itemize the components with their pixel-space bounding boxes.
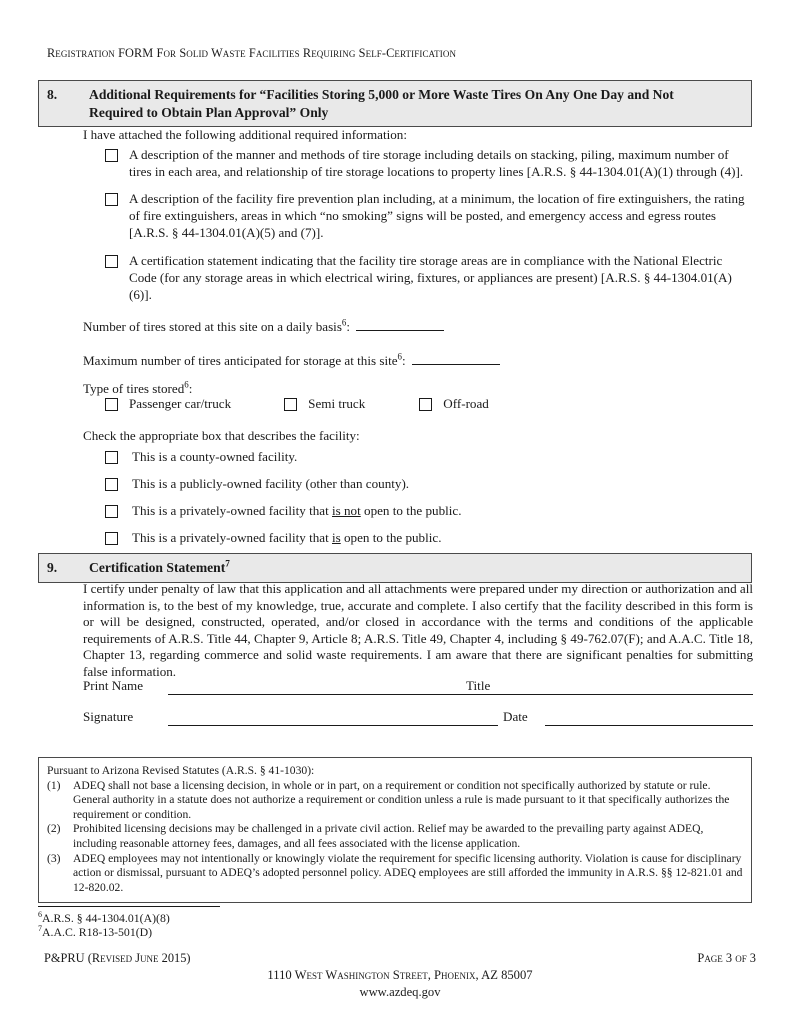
statute-lead: Pursuant to Arizona Revised Statutes (A.R.S. § 41-1030): (47, 764, 315, 777)
daily-tires-row: Number of tires stored at this site on a daily basis$^6$: (83, 318, 444, 336)
date-label: Date (503, 709, 528, 724)
facility-option-private-public[interactable] (105, 530, 441, 546)
tire-type-label-offroad: Off-road (443, 396, 489, 411)
footer-revision: P&PRU (Revised June 2015) (44, 951, 191, 965)
max-tires-label: Maximum number of tires anticipated for storage at this site (83, 353, 398, 368)
certification-paragraph: I certify under penalty of law that this application and all attachments were prepared under my direction or authorization and all information is, to the best of my knowledge, true, accurate and complete. I also certify that the facility described in this form is or will be designed, constructed, operated, and/or closed in accordance with the terms and conditions of the applicable requirements of A.R.S. Title 44, Chapter 9, Article 8; A.R.S. Title 49, Chapter 4, including § 49-762.07(F); and A.A.C. Title 18, Chapter 13, regarding commerce and solid waste requirements. I am aware that there are significant penalties for submitting false information. (83, 581, 753, 679)
checkbox-icon[interactable] (105, 193, 118, 206)
attachment-label-1: A description of the manner and methods of tire storage including details on stacking, piling, maximum number of tires in each area, and relationship of tire storage locations to property lines [A.R.S. § 44-1304.01(A)(1) through (4)]. (129, 147, 744, 179)
tire-type-option-semi[interactable] (284, 396, 365, 412)
tire-type-option-offroad[interactable] (419, 396, 489, 412)
statute-item-1-text: ADEQ shall not base a licensing decision, in whole or in part, on a requirement or condition not specifically authorized by statute or rule. General authority in a statute does not authorize a requirement or condition unless a rule is made pursuant to it that specifically authorizes the requirement or condition. (73, 778, 730, 821)
tire-type-options (105, 396, 489, 412)
section-9-header (38, 553, 752, 583)
facility-option-private-not-public[interactable] (105, 503, 461, 519)
attachment-label-2: A description of the facility fire prevention plan including, at a minimum, the location of fire extinguishers, the rating of fire extinguishers, areas in which “no smoking” signs will be posted, and emergency access and egress routes [A.R.S. § 44-1304.01(A)(5) and (7)]. (129, 191, 745, 240)
section-8-title-line1: Additional Requirements for “Facilities Storing 5,000 or More Waste Tires On Any One Day and Not (89, 87, 674, 102)
title-label: Title (466, 678, 491, 693)
footnote-marker-7: 7 (225, 558, 230, 569)
checkbox-icon[interactable] (105, 478, 118, 491)
section-9-number: 9. (47, 560, 58, 575)
attachment-checkbox-row-2[interactable] (105, 191, 753, 241)
signature-input[interactable] (168, 725, 498, 726)
facility-option-label-private-public: This is a privately-owned facility that is open to the public. (132, 530, 442, 545)
facility-option-county[interactable] (105, 449, 297, 465)
checkbox-icon[interactable] (105, 398, 118, 411)
checkbox-icon[interactable] (105, 255, 118, 268)
statute-item-2-number: (2) (47, 822, 61, 836)
section-9-title-text: Certification Statement (89, 560, 226, 575)
footnote-marker-6: 6 (341, 317, 347, 328)
statute-item-3-number: (3) (47, 851, 61, 865)
running-header: Registration FORM For Solid Waste Facilities Requiring Self-Certification (47, 46, 457, 60)
max-tires-input[interactable] (412, 352, 500, 365)
tire-type-label-passenger: Passenger car/truck (129, 396, 232, 411)
checkbox-icon[interactable] (105, 505, 118, 518)
statute-item-3 (47, 852, 743, 896)
section-8-title (89, 86, 745, 121)
section-8-header (38, 80, 752, 127)
statute-item-1-number: (1) (47, 778, 61, 792)
checkbox-icon[interactable] (284, 398, 297, 411)
facility-option-public[interactable] (105, 476, 409, 492)
footer-address: 1110 West Washington Street, Phoenix, AZ 85007 (267, 968, 533, 982)
statute-item-3-text: ADEQ employees may not intentionally or knowingly violate the requirement for specific licensing authority. Violation is cause for disciplinary action or dismissal, pursuant to ADEQ’s adopted personnel policy. ADEQ employees are still afforded the immunity in A.R.S. §§ 12-821.01 and 12-820.02. (73, 851, 743, 894)
statute-item-1 (47, 779, 743, 823)
facility-type-prompt: Check the appropriate box that describes the facility: (83, 428, 360, 443)
checkbox-icon[interactable] (419, 398, 432, 411)
section-8-number: 8. (47, 87, 58, 102)
attachments-intro: I have attached the following additional required information: (83, 127, 407, 142)
daily-tires-label: Number of tires stored at this site on a daily basis (83, 319, 342, 334)
footnote-6 (38, 911, 170, 925)
statute-item-2 (47, 822, 743, 851)
statute-item-2-text: Prohibited licensing decisions may be challenged in a private civil action. Relief may be awarded to the prevailing party against ADEQ, including reasonable attorney fees, damages, and all fees associated with the license application. (73, 822, 704, 850)
print-name-label: Print Name (83, 678, 144, 693)
footer-website: www.azdeq.gov (359, 985, 441, 999)
signature-label: Signature (83, 709, 134, 724)
tire-type-label-semi: Semi truck (308, 396, 366, 411)
facility-option-label-county: This is a county-owned facility. (132, 449, 298, 464)
tire-type-option-passenger[interactable] (105, 396, 231, 412)
daily-tires-input[interactable] (356, 318, 444, 331)
statute-notice-box (38, 757, 752, 903)
attachment-label-3: A certification statement indicating that the facility tire storage areas are in compliance with the National Electric Code (for any storage areas in which electrical wiring, fixtures, or appliances are present) [A.R.S. § 44-1304.01(A)(6)]. (129, 253, 732, 302)
footnote-6-text: A.R.S. § 44-1304.01(A)(8) (42, 911, 170, 925)
tire-type-label: Type of tires stored$^6$: (83, 379, 193, 396)
footnote-separator-rule (38, 906, 220, 907)
footer-page-number: Page 3 of 3 (697, 951, 756, 965)
footnote-marker-6: 6 (184, 379, 189, 390)
footnote-7-marker: 7 (38, 924, 43, 934)
date-input[interactable] (545, 725, 753, 726)
facility-option-label-public: This is a publicly-owned facility (other than county). (132, 476, 410, 491)
section-9-title (89, 559, 745, 577)
footnote-7 (38, 925, 152, 939)
checkbox-icon[interactable] (105, 532, 118, 545)
facility-option-label-private-not-public: This is a privately-owned facility that is not open to the public. (132, 503, 462, 518)
footnote-6-marker: 6 (38, 910, 43, 920)
section-8-title-line2: Required to Obtain Plan Approval” Only (89, 104, 329, 120)
footnote-7-text: A.A.C. R18-13-501(D) (42, 925, 153, 939)
attachment-checkbox-row-3[interactable] (105, 253, 753, 303)
checkbox-icon[interactable] (105, 149, 118, 162)
max-tires-row: Maximum number of tires anticipated for storage at this site$^6$: (83, 352, 500, 370)
print-name-input[interactable] (168, 694, 753, 695)
footnote-marker-6: 6 (397, 351, 402, 362)
attachment-checkbox-row-1[interactable] (105, 147, 753, 181)
checkbox-icon[interactable] (105, 451, 118, 464)
tire-type-label-text: Type of tires stored (83, 381, 185, 396)
